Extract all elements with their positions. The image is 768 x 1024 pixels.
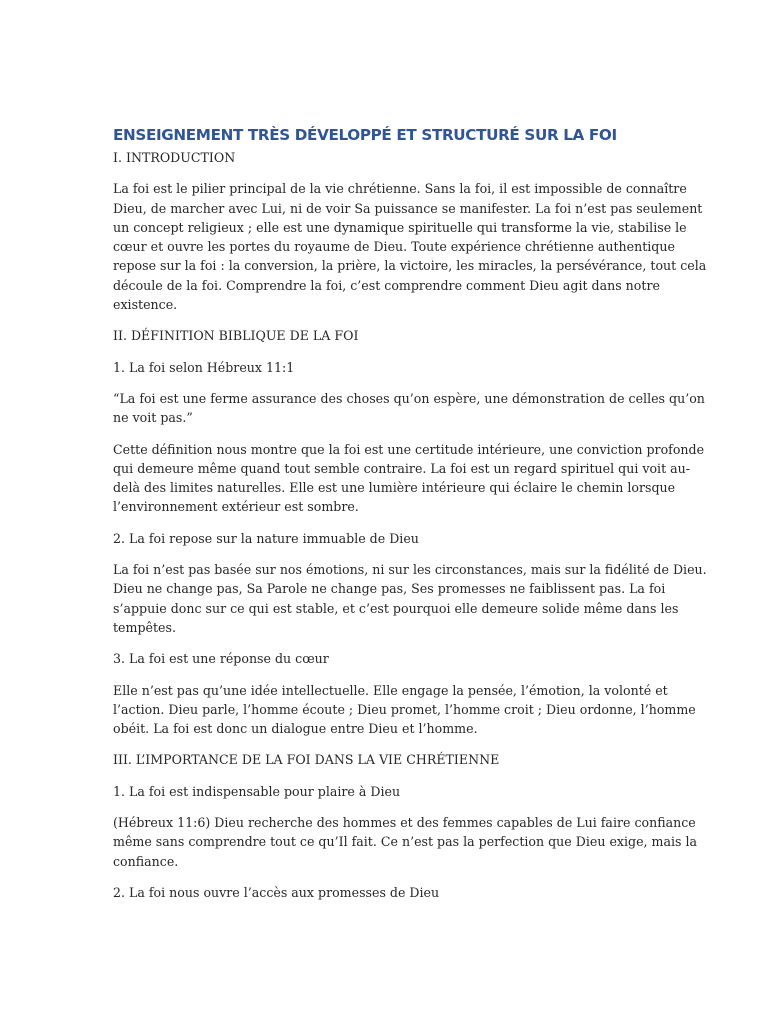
section-heading: III. L’IMPORTANCE DE LA FOI DANS LA VIE CHRÉTIENNE (113, 752, 500, 768)
paragraph-line: Dieu ne change pas, Sa Parole ne change pas, Ses promesses ne faiblissent pas. La foi (113, 581, 666, 597)
paragraph-line: La foi n’est pas basée sur nos émotions, ni sur les circonstances, mais sur la fidélité de Dieu. (113, 562, 707, 578)
paragraph-line: Dieu, de marcher avec Lui, ni de voir Sa puissance se manifester. La foi n’est pas seulement (113, 200, 703, 216)
paragraph (113, 813, 698, 871)
subsection-heading: 3. La foi est une réponse du cœur (113, 651, 329, 667)
paragraph (113, 179, 707, 314)
paragraph-line: l’environnement extérieur est sombre. (113, 499, 359, 515)
paragraph-line: “La foi est une ferme assurance des choses qu’on espère, une démonstration de celles qu’on (113, 390, 705, 406)
document-title: ENSEIGNEMENT TRÈS DÉVELOPPÉ ET STRUCTURÉ SUR LA FOI (113, 126, 617, 144)
paragraph-line: Cette définition nous montre que la foi est une certitude intérieure, une conviction profonde (113, 441, 705, 457)
paragraph-line: existence. (113, 297, 178, 313)
subsection-heading: 1. La foi selon Hébreux 11:1 (113, 359, 295, 375)
paragraph-line: (Hébreux 11:6) Dieu recherche des hommes et des femmes capables de Lui faire confiance (113, 815, 696, 831)
paragraph-line: tempêtes. (113, 619, 176, 635)
quote-paragraph (113, 389, 705, 428)
subsection-heading: 2. La foi nous ouvre l’accès aux promesses de Dieu (113, 884, 440, 900)
paragraph-line: ne voit pas.” (113, 410, 193, 426)
paragraph-line: confiance. (113, 853, 179, 869)
paragraph-line: obéit. La foi est donc un dialogue entre Dieu et l’homme. (113, 721, 478, 737)
subsection-heading: 1. La foi est indispensable pour plaire à Dieu (113, 783, 401, 799)
paragraph-line: l’action. Dieu parle, l’homme écoute ; Dieu promet, l’homme croit ; Dieu ordonne, l’homme (113, 701, 696, 717)
paragraph-line: qui demeure même quand tout semble contraire. La foi est un regard spirituel qui voit au- (113, 460, 691, 476)
paragraph (113, 681, 696, 739)
subsection-heading: 2. La foi repose sur la nature immuable de Dieu (113, 530, 419, 546)
paragraph-line: découle de la foi. Comprendre la foi, c’est comprendre comment Dieu agit dans notre (113, 277, 660, 293)
section-heading: I. INTRODUCTION (113, 150, 236, 165)
paragraph (113, 440, 705, 517)
paragraph-line: Elle n’est pas qu’une idée intellectuelle. Elle engage la pensée, l’émotion, la volonté et (113, 682, 668, 698)
paragraph-line: repose sur la foi : la conversion, la prière, la victoire, les miracles, la persévérance, tout cela (113, 258, 707, 274)
paragraph-line: s’appuie donc sur ce qui est stable, et c’est pourquoi elle demeure solide même dans les (113, 600, 679, 616)
paragraph-line: delà des limites naturelles. Elle est une lumière intérieure qui éclaire le chemin lorsque (113, 480, 676, 496)
paragraph-line: cœur et ouvre les portes du royaume de Dieu. Toute expérience chrétienne authentique (113, 239, 675, 255)
paragraph-line: La foi est le pilier principal de la vie chrétienne. Sans la foi, il est impossible de connaître (113, 181, 687, 197)
document-body (113, 125, 707, 914)
paragraph-line: un concept religieux ; elle est une dynamique spirituelle qui transforme la vie, stabilise le (113, 219, 687, 235)
section-heading: II. DÉFINITION BIBLIQUE DE LA FOI (113, 328, 359, 344)
paragraph-line: même sans comprendre tout ce qu’Il fait. Ce n’est pas la perfection que Dieu exige, mais la (113, 834, 698, 850)
paragraph (113, 560, 707, 637)
